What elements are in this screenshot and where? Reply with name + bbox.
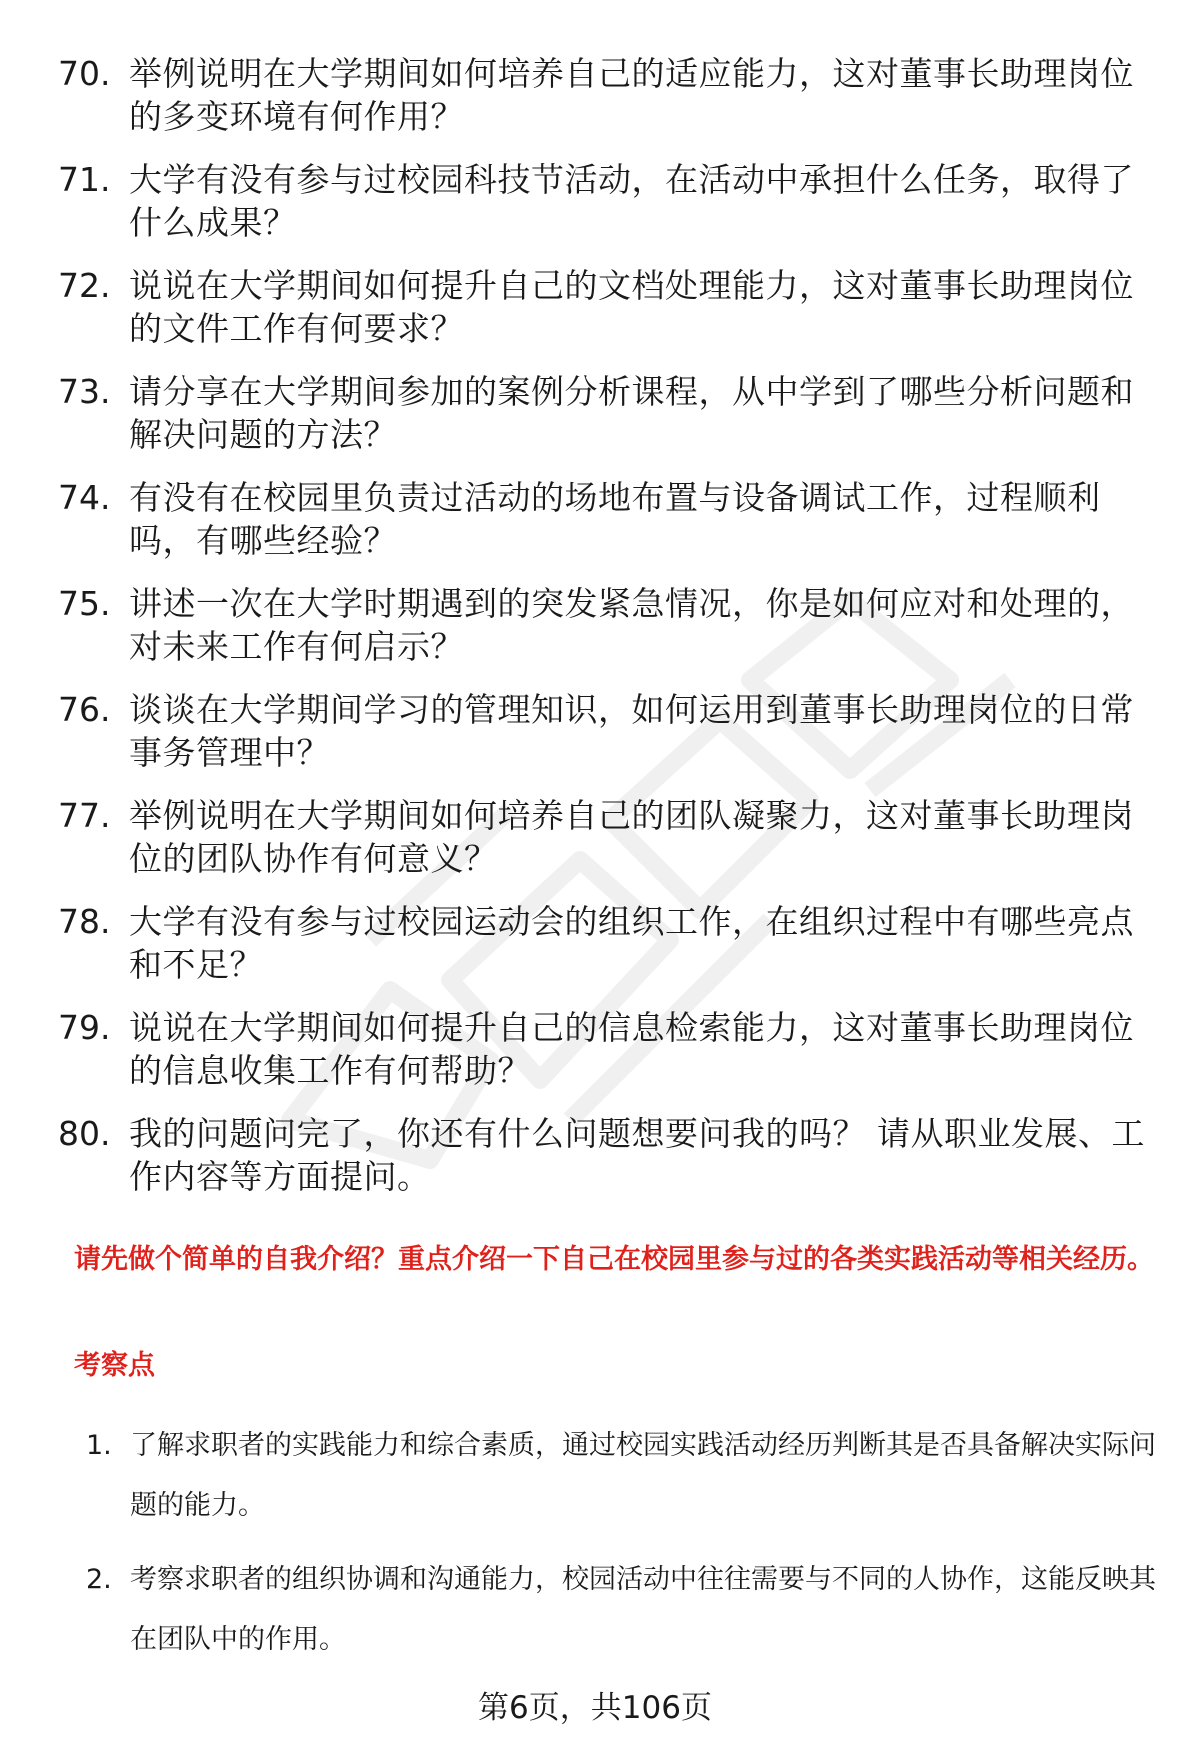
question-item	[58, 1006, 1148, 1092]
question-number: 79.	[58, 1008, 111, 1047]
question-item	[58, 370, 1148, 456]
question-item	[58, 794, 1148, 880]
question-number: 72.	[58, 266, 111, 305]
question-item	[58, 476, 1148, 562]
question-text: 大学有没有参与过校园运动会的组织工作，在组织过程中有哪些亮点和不足？	[129, 902, 1134, 984]
question-text: 举例说明在大学期间如何培养自己的团队凝聚力，这对董事长助理岗位的团队协作有何意义？	[129, 796, 1134, 878]
point-text: 考察求职者的组织协调和沟通能力，校园活动中往往需要与不同的人协作，这能反映其在团队中的作用。	[130, 1564, 1156, 1655]
question-number: 78.	[58, 902, 111, 941]
highlight-question: 请先做个简单的自我介绍？重点介绍一下自己在校园里参与过的各类实践活动等相关经历。	[74, 1244, 1154, 1275]
question-text: 说说在大学期间如何提升自己的信息检索能力，这对董事长助理岗位的信息收集工作有何帮助？	[129, 1008, 1134, 1090]
question-text: 说说在大学期间如何提升自己的文档处理能力，这对董事长助理岗位的文件工作有何要求？	[129, 266, 1134, 348]
question-text: 谈谈在大学期间学习的管理知识，如何运用到董事长助理岗位的日常事务管理中？	[129, 690, 1134, 772]
question-list	[58, 52, 1148, 1218]
question-item	[58, 1112, 1148, 1198]
point-number: 2.	[86, 1564, 112, 1595]
point-number: 1.	[86, 1430, 112, 1461]
page-footer: 第6页，共106页	[478, 1690, 712, 1726]
question-item	[58, 158, 1148, 244]
question-text: 举例说明在大学期间如何培养自己的适应能力，这对董事长助理岗位的多变环境有何作用？	[129, 54, 1134, 136]
question-number: 77.	[58, 796, 111, 835]
question-text: 讲述一次在大学时期遇到的突发紧急情况，你是如何应对和处理的，对未来工作有何启示？	[129, 584, 1134, 666]
question-text: 请分享在大学期间参加的案例分析课程，从中学到了哪些分析问题和解决问题的方法？	[129, 372, 1134, 454]
question-item	[58, 900, 1148, 986]
question-number: 76.	[58, 690, 111, 729]
assessment-points-list	[86, 1416, 1156, 1684]
question-number: 70.	[58, 54, 111, 93]
question-number: 75.	[58, 584, 111, 623]
question-number: 74.	[58, 478, 111, 517]
section-title: 考察点	[74, 1350, 155, 1381]
assessment-point	[86, 1550, 1156, 1670]
question-text: 有没有在校园里负责过活动的场地布置与设备调试工作，过程顺利吗，有哪些经验？	[129, 478, 1101, 560]
question-text: 我的问题问完了，你还有什么问题想要问我的吗？ 请从职业发展、工作内容等方面提问。	[129, 1114, 1145, 1196]
question-number: 71.	[58, 160, 111, 199]
question-number: 73.	[58, 372, 111, 411]
question-item	[58, 582, 1148, 668]
question-item	[58, 264, 1148, 350]
question-item	[58, 688, 1148, 774]
question-number: 80.	[58, 1114, 111, 1153]
assessment-point	[86, 1416, 1156, 1536]
point-text: 了解求职者的实践能力和综合素质，通过校园实践活动经历判断其是否具备解决实际问题的能力。	[130, 1430, 1156, 1521]
question-text: 大学有没有参与过校园科技节活动，在活动中承担什么任务，取得了什么成果？	[129, 160, 1134, 242]
question-item	[58, 52, 1148, 138]
